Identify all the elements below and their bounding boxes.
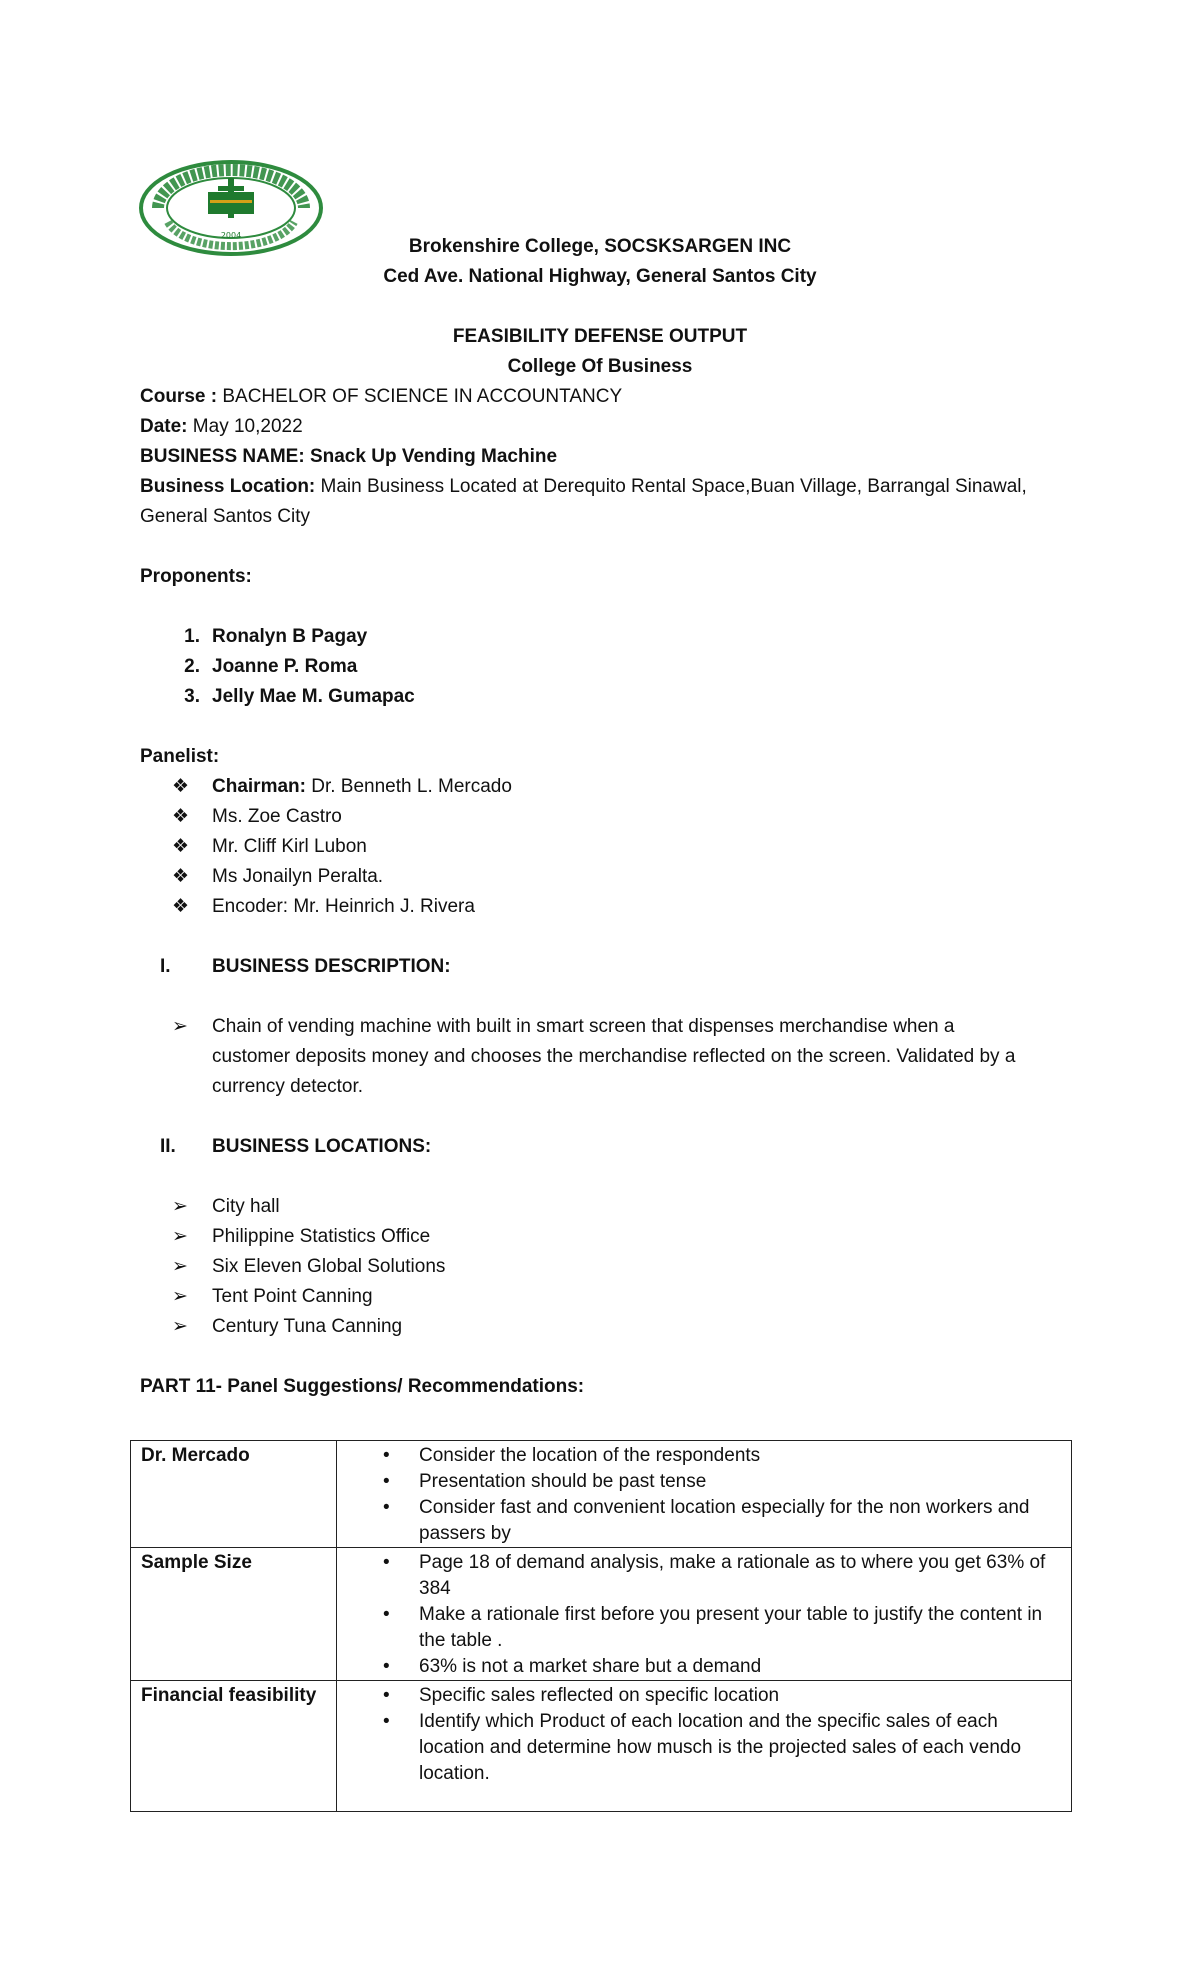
proponent-name: Jelly Mae M. Gumapac [212, 686, 415, 707]
location-item: Tent Point Canning [212, 1286, 373, 1307]
date-line [140, 412, 303, 442]
part-heading: PART 11- Panel Suggestions/ Recommendations: [140, 1376, 585, 1397]
bullet-icon: • [383, 1604, 390, 1625]
location-value: Main Business Located at Derequito Rental Space,Buan Village, Barrangal Sinawal, [320, 476, 1027, 497]
description-line: currency detector. [212, 1076, 364, 1097]
bullet-icon: • [383, 1445, 390, 1466]
location-item: Six Eleven Global Solutions [212, 1256, 446, 1277]
table-row [131, 1441, 1072, 1548]
bullet-icon: • [383, 1656, 390, 1677]
panelist-heading: Panelist: [140, 746, 220, 767]
description-line: Chain of vending machine with built in smart screen that dispenses merchandise when a [212, 1016, 955, 1037]
course-line [140, 382, 622, 412]
diamond-bullet-icon: ❖ [172, 836, 190, 857]
list-item: • Consider the location of the respondents [347, 1443, 1061, 1469]
location-item: Century Tuna Canning [212, 1316, 403, 1337]
panelist-member: Mr. Cliff Kirl Lubon [212, 836, 367, 857]
arrow-bullet-icon: ➢ [172, 1196, 188, 1217]
diamond-bullet-icon: ❖ [172, 776, 190, 797]
row-label: Sample Size [131, 1548, 337, 1681]
panelist-member: Encoder: Mr. Heinrich J. Rivera [212, 896, 475, 917]
business-location-line [140, 472, 1027, 502]
proponent-name: Ronalyn B Pagay [212, 626, 368, 647]
bullet-icon: • [383, 1711, 390, 1732]
chairman-item [212, 772, 512, 802]
list-item: • Presentation should be past tense [347, 1469, 1061, 1495]
arrow-bullet-icon: ➢ [172, 1286, 188, 1307]
document-title: FEASIBILITY DEFENSE OUTPUT [452, 326, 748, 347]
suggestions-table [130, 1440, 1072, 1812]
location-item: Philippine Statistics Office [212, 1226, 431, 1247]
list-number: 3. [184, 686, 200, 707]
arrow-bullet-icon: ➢ [172, 1316, 188, 1337]
row-items-cell [337, 1548, 1072, 1681]
list-item: • 63% is not a market share but a demand [347, 1654, 1061, 1680]
arrow-bullet-icon: ➢ [172, 1226, 188, 1247]
course-label: Course : [140, 386, 218, 407]
section-numeral: I. [160, 956, 171, 977]
list-number: 2. [184, 656, 200, 677]
location-value-continued: General Santos City [140, 506, 311, 527]
chairman-name: Dr. Benneth L. Mercado [311, 776, 512, 797]
list-item: • Make a rationale first before you present your table to justify the content in the table . [383, 1604, 1043, 1651]
location-item: City hall [212, 1196, 280, 1217]
list-item: • Specific sales reflected on specific location [347, 1683, 1061, 1709]
bullet-icon: • [383, 1552, 390, 1573]
bullet-icon: • [383, 1471, 390, 1492]
list-number: 1. [184, 626, 200, 647]
proponent-name: Joanne P. Roma [212, 656, 358, 677]
college-name: College Of Business [507, 356, 693, 377]
bullet-icon: • [383, 1685, 390, 1706]
diamond-bullet-icon: ❖ [172, 806, 190, 827]
row-items-cell [337, 1441, 1072, 1548]
proponents-heading: Proponents: [140, 566, 252, 587]
institution-name: Brokenshire College, SOCSKSARGEN INC [408, 236, 792, 257]
row-label: Dr. Mercado [131, 1441, 337, 1548]
section-numeral: II. [160, 1136, 176, 1157]
description-line: customer deposits money and chooses the merchandise reflected on the screen. Validated by a [212, 1046, 1016, 1067]
row-items-cell [337, 1681, 1072, 1812]
list-item: • Page 18 of demand analysis, make a rationale as to where you get 63% of 384 [383, 1552, 1046, 1599]
list-item: • Consider fast and convenient location especially for the non workers and passers by [383, 1497, 1030, 1544]
course-value: BACHELOR OF SCIENCE IN ACCOUNTANCY [222, 386, 623, 407]
date-label: Date: [140, 416, 188, 437]
row-label: Financial feasibility [131, 1681, 337, 1812]
logo-year: 2004 [220, 231, 242, 240]
location-label: Business Location: [140, 476, 316, 497]
table-row [131, 1548, 1072, 1681]
diamond-bullet-icon: ❖ [172, 896, 190, 917]
diamond-bullet-icon: ❖ [172, 866, 190, 887]
panelist-member: Ms Jonailyn Peralta. [212, 866, 384, 887]
arrow-bullet-icon: ➢ [172, 1016, 188, 1037]
list-item: • Identify which Product of each location and the specific sales of each location and determine how musch is the projected sales of each vendo location. [383, 1711, 1022, 1784]
business-name: BUSINESS NAME: Snack Up Vending Machine [140, 446, 558, 467]
arrow-bullet-icon: ➢ [172, 1256, 188, 1277]
date-value: May 10,2022 [192, 416, 303, 437]
panelist-member: Ms. Zoe Castro [212, 806, 342, 827]
section-heading-business-description: BUSINESS DESCRIPTION: [212, 956, 451, 977]
bullet-icon: • [383, 1497, 390, 1518]
table-row [131, 1681, 1072, 1812]
institution-address: Ced Ave. National Highway, General Santos City [383, 266, 817, 287]
chairman-label: Chairman: [212, 776, 306, 797]
section-heading-business-locations: BUSINESS LOCATIONS: [212, 1136, 432, 1157]
